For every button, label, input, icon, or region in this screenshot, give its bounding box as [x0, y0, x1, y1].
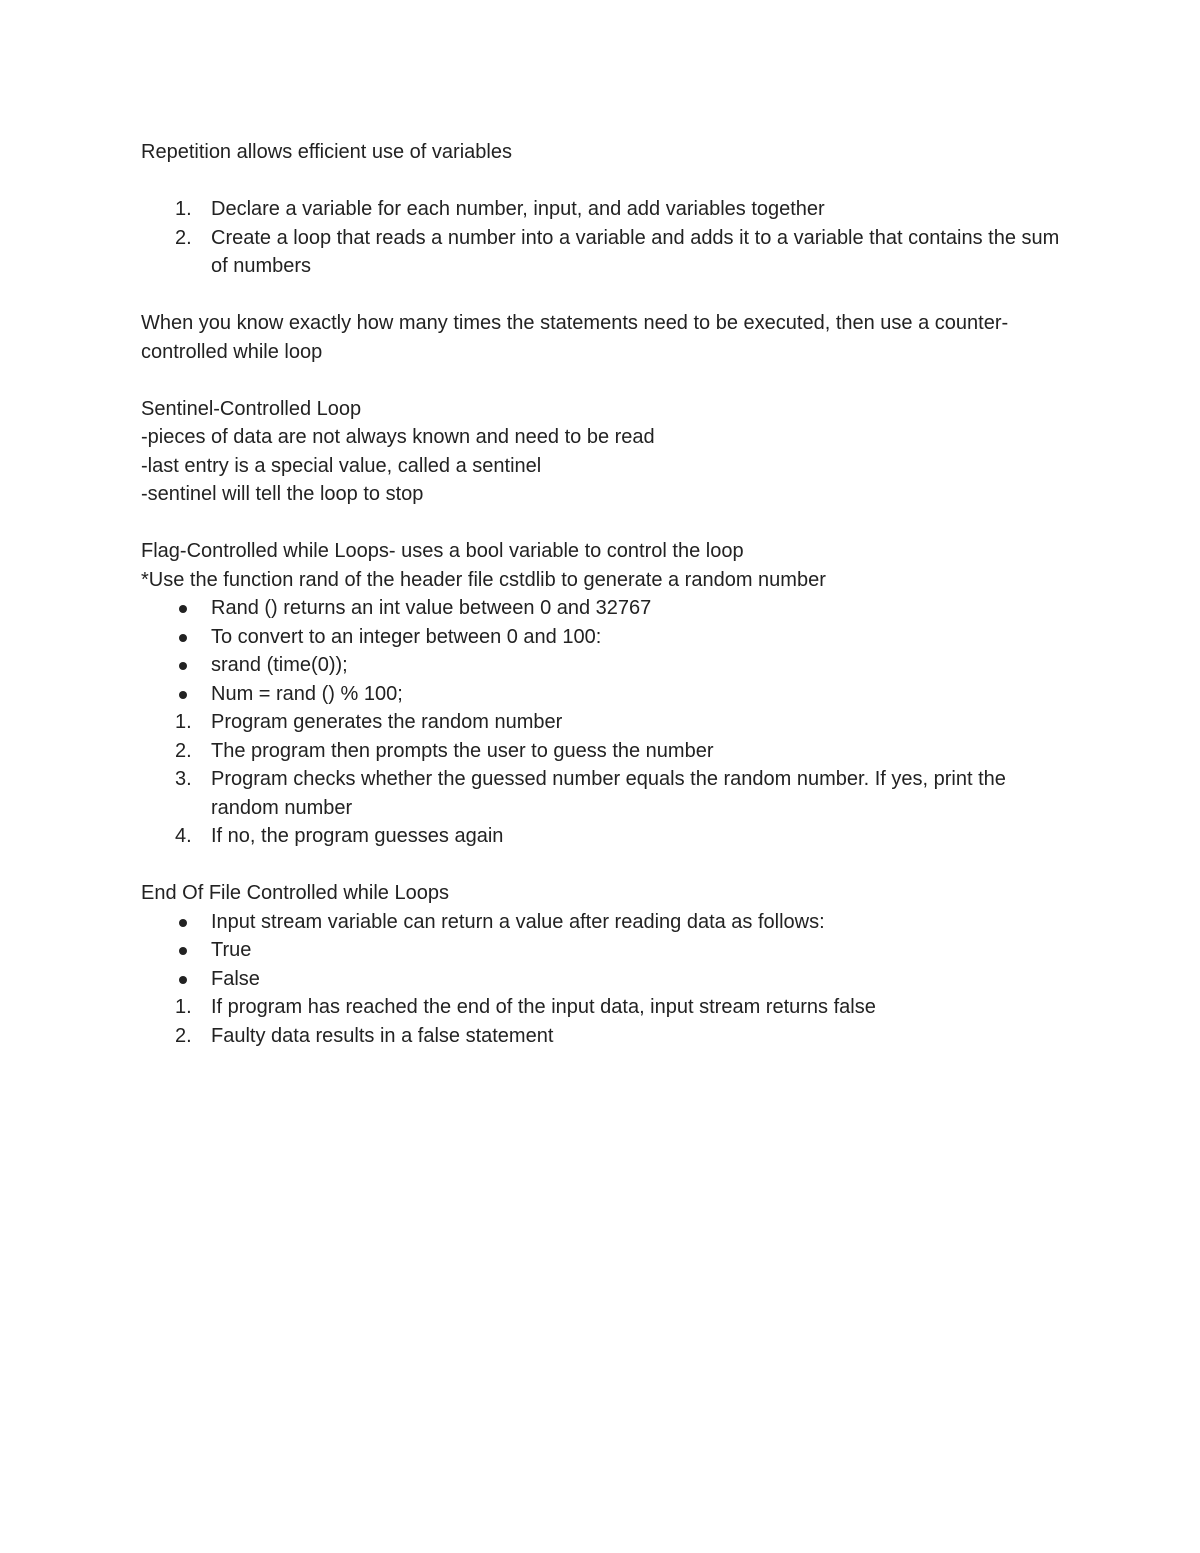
list-number: 2. — [175, 739, 192, 762]
numbered-item — [141, 708, 1061, 737]
section-heading-flag: Flag-Controlled while Loops- uses a bool variable to control the loop — [141, 540, 744, 562]
bullet-icon — [179, 662, 187, 670]
list-item-text: To convert to an integer between 0 and 100: — [211, 625, 602, 648]
numbered-item — [141, 737, 1061, 766]
rand-note: *Use the function rand of the header file cstdlib to generate a random number — [141, 568, 826, 591]
list-number: 1. — [175, 996, 192, 1018]
list-item-text: The program then prompts the user to guess the number — [211, 739, 714, 762]
spacer — [141, 851, 1061, 880]
bullet-item — [141, 965, 1061, 994]
dash-line: -last entry is a special value, called a sentinel — [141, 454, 542, 477]
list-item-text: Create a loop that reads a number into a variable and adds it to a variable that contains the sum of numbers — [211, 226, 1060, 277]
list-item-text: Program checks whether the guessed number equals the random number. If yes, print the random number — [211, 768, 1006, 819]
bullet-icon — [179, 947, 187, 955]
numbered-item — [141, 224, 1061, 281]
dash-line: -sentinel will tell the loop to stop — [141, 483, 424, 505]
spacer — [141, 281, 1061, 310]
section-heading-eof: End Of File Controlled while Loops — [141, 882, 449, 904]
counter-controlled-paragraph: When you know exactly how many times the statements need to be executed, then use a counter-controlled while loop — [141, 312, 1009, 363]
list-item-text: Input stream variable can return a value after reading data as follows: — [211, 910, 825, 933]
numbered-item — [141, 765, 1061, 822]
list-item-text: If no, the program guesses again — [211, 825, 504, 847]
dash-line: -pieces of data are not always known and need to be read — [141, 426, 655, 448]
bullet-item — [141, 908, 1061, 937]
bullet-item — [141, 936, 1061, 965]
bullet-icon — [179, 919, 187, 927]
bullet-icon — [179, 605, 187, 613]
spacer — [141, 366, 1061, 395]
spacer — [141, 509, 1061, 538]
bullet-item — [141, 594, 1061, 623]
bullet-icon — [179, 634, 187, 642]
list-number: 1. — [175, 711, 192, 733]
list-item-text: Declare a variable for each number, input, and add variables together — [211, 198, 825, 220]
list-number: 1. — [175, 198, 192, 220]
numbered-item — [141, 822, 1061, 851]
list-item-text: If program has reached the end of the input data, input stream returns false — [211, 996, 876, 1018]
bullet-item — [141, 680, 1061, 709]
list-item-text: False — [211, 967, 260, 990]
numbered-item — [141, 1022, 1061, 1051]
list-item-text: Program generates the random number — [211, 711, 563, 733]
list-item-text: Num = rand () % 100; — [211, 682, 403, 705]
bullet-icon — [179, 691, 187, 699]
list-item-text: Faulty data results in a false statement — [211, 1024, 554, 1047]
document-body — [141, 138, 1061, 1050]
list-item-text: srand (time(0)); — [211, 654, 348, 676]
bullet-icon — [179, 976, 187, 984]
bullet-item — [141, 651, 1061, 680]
section-heading-sentinel: Sentinel-Controlled Loop — [141, 397, 362, 420]
spacer — [141, 167, 1061, 196]
numbered-item — [141, 993, 1061, 1022]
numbered-item — [141, 195, 1061, 224]
list-item-text: True — [211, 939, 252, 961]
bullet-item — [141, 623, 1061, 652]
list-number: 4. — [175, 825, 192, 847]
list-number: 2. — [175, 226, 192, 249]
list-number: 3. — [175, 768, 192, 790]
section-heading-repetition: Repetition allows efficient use of variables — [141, 141, 512, 163]
list-number: 2. — [175, 1024, 192, 1047]
list-item-text: Rand () returns an int value between 0 and 32767 — [211, 597, 652, 619]
